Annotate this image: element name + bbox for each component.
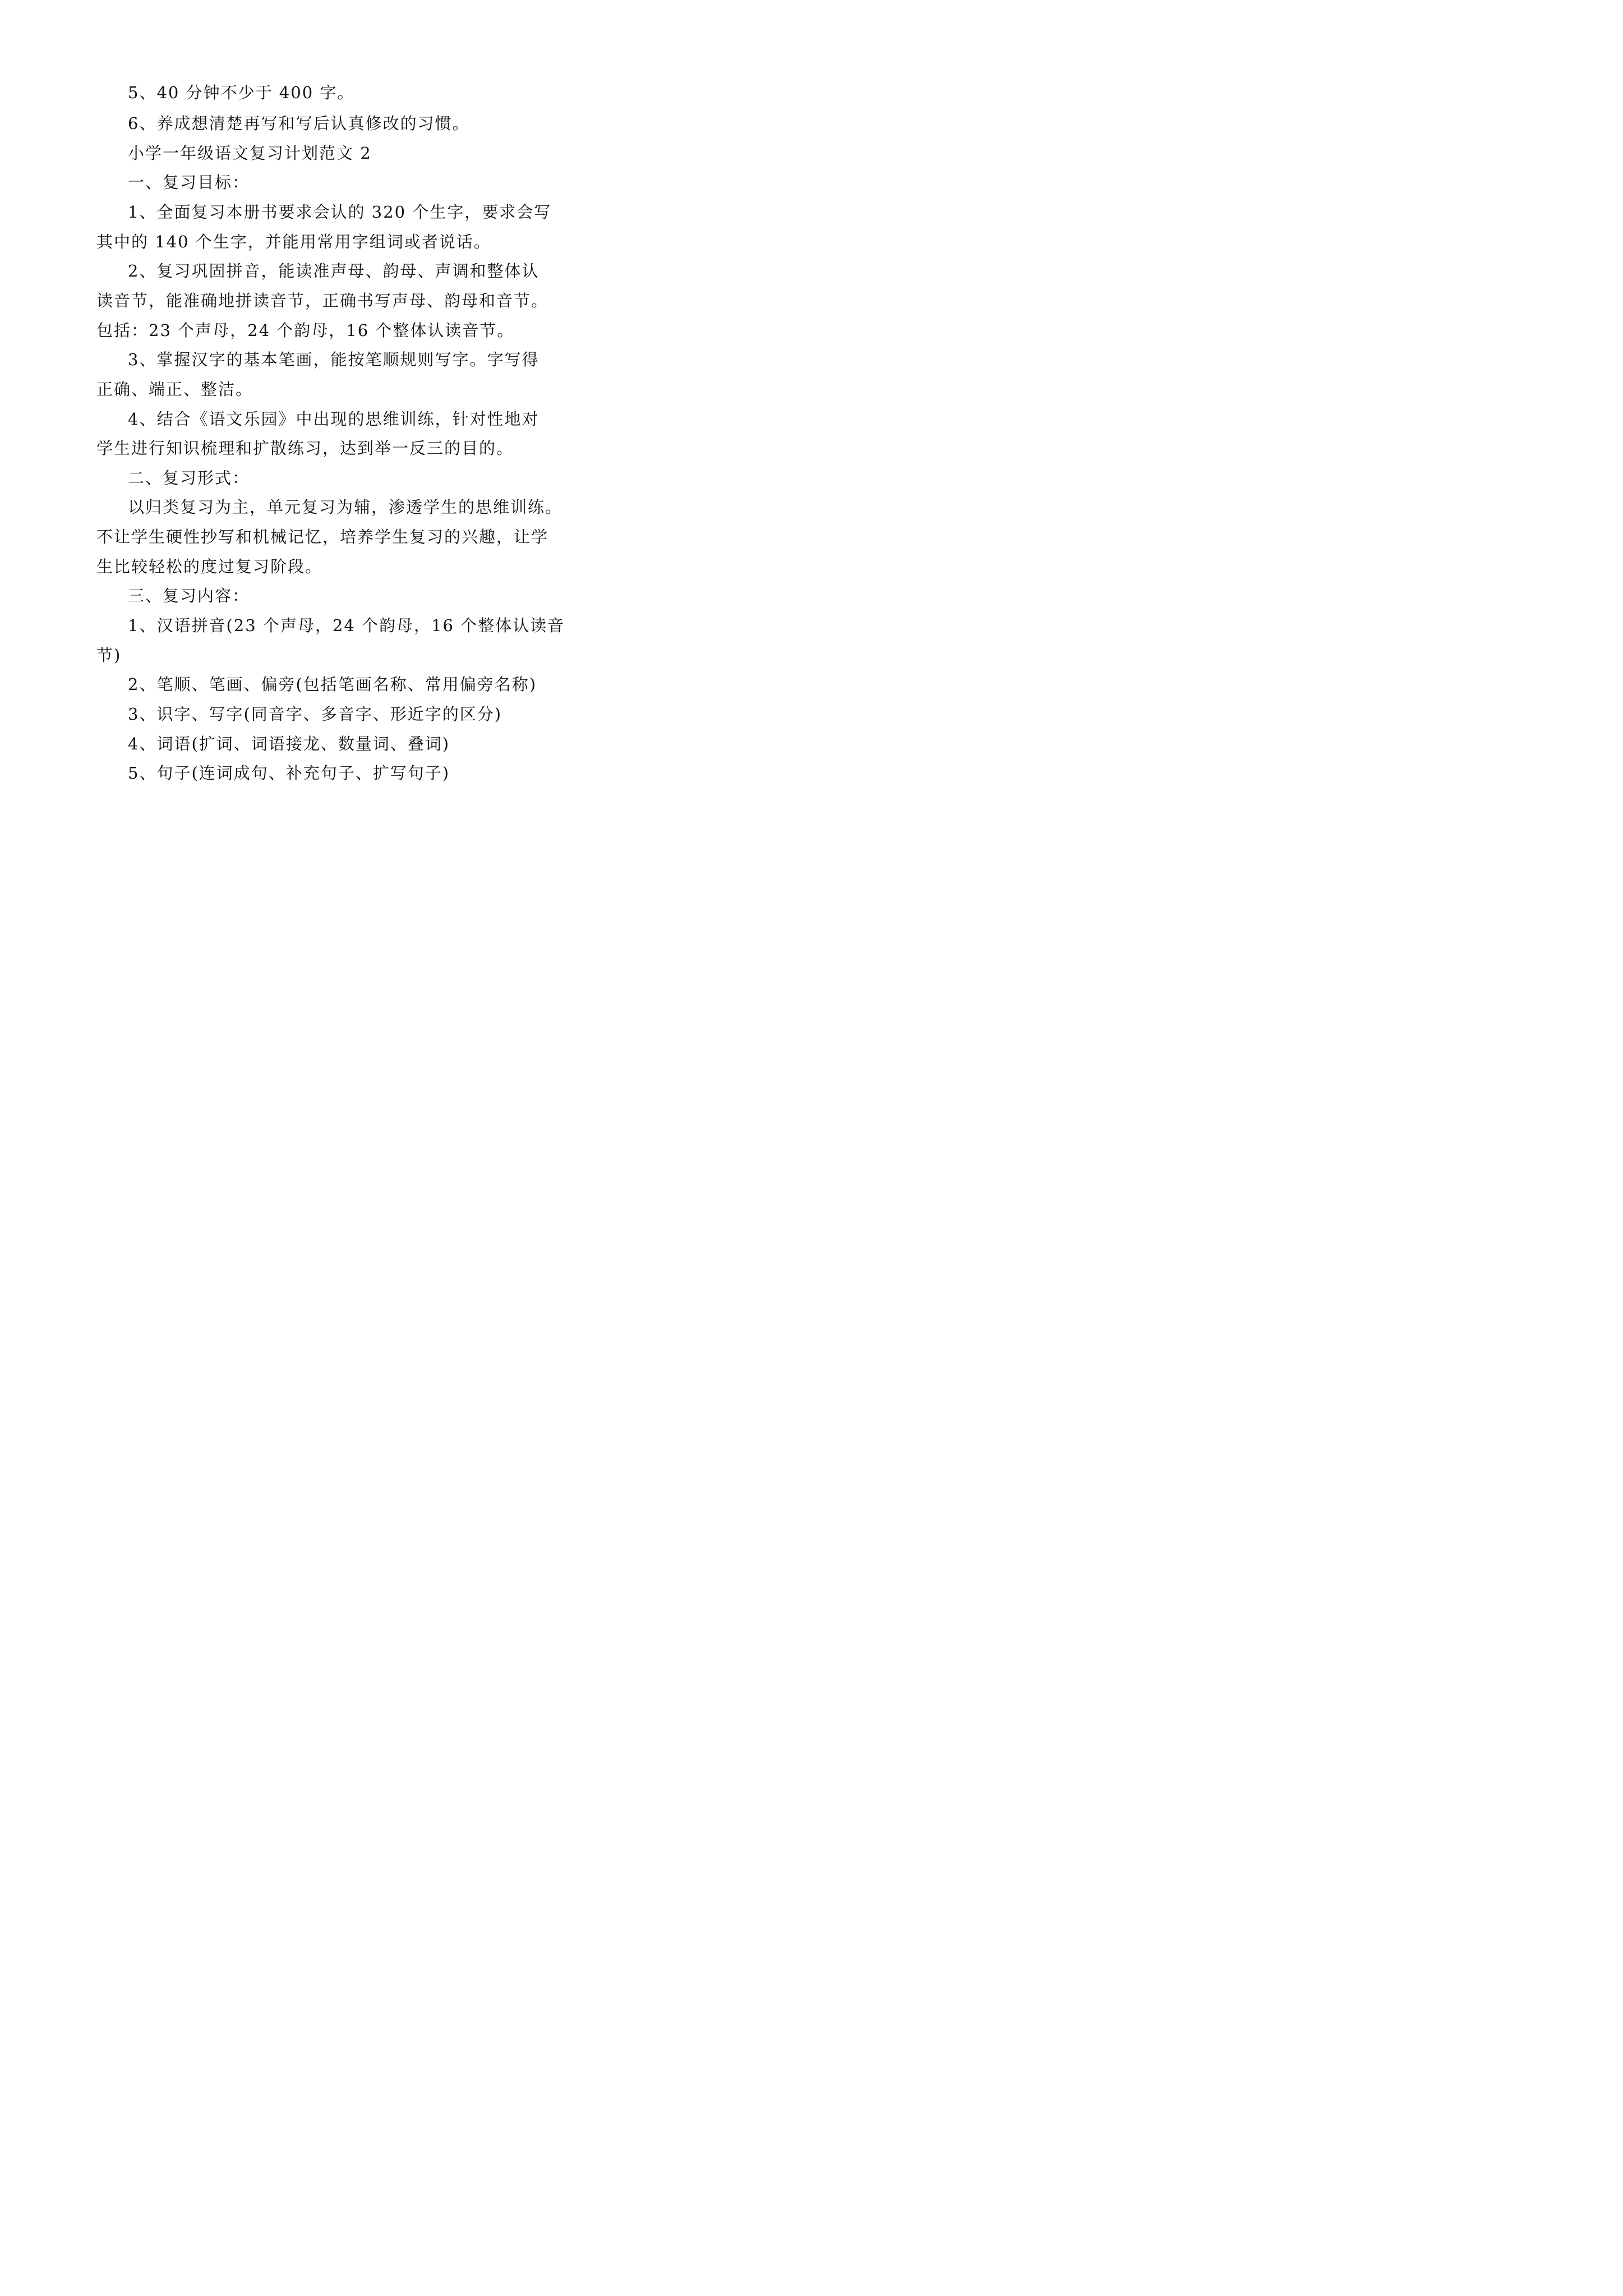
text-line: 正确、端正、整洁。	[96, 380, 253, 399]
text-line: 其中的 140 个生字，并能用常用字组词或者说话。	[96, 232, 491, 251]
text-line: 1、汉语拼音(23 个声母，24 个韵母，16 个整体认读音	[128, 616, 565, 635]
text-line: 2、笔顺、笔画、偏旁(包括笔画名称、常用偏旁名称)	[128, 675, 537, 694]
section-title: 小学一年级语文复习计划范文 2	[128, 144, 372, 163]
text-line: 4、结合《语文乐园》中出现的思维训练，针对性地对	[128, 409, 540, 429]
text-line: 6、养成想清楚再写和写后认真修改的习惯。	[128, 114, 470, 133]
text-line: 以归类复习为主，单元复习为辅，渗透学生的思维训练。	[128, 498, 563, 517]
section-heading: 一、复习目标：	[128, 173, 250, 192]
section-heading: 二、复习形式：	[128, 468, 250, 487]
text-line: 5、句子(连词成句、补充句子、扩写句子)	[128, 763, 450, 783]
text-line: 包括：23 个声母，24 个韵母，16 个整体认读音节。	[96, 321, 515, 340]
text-line: 4、词语(扩词、词语接龙、数量词、叠词)	[128, 734, 450, 753]
text-line: 读音节，能准确地拼读音节，正确书写声母、韵母和音节。	[96, 291, 549, 310]
text-line: 节)	[96, 646, 122, 665]
text-line: 3、识字、写字(同音字、多音字、形近字的区分)	[128, 705, 502, 724]
text-line: 5、40 分钟不少于 400 字。	[128, 83, 355, 102]
text-line: 生比较轻松的度过复习阶段。	[96, 557, 323, 576]
text-line: 学生进行知识梳理和扩散练习，达到举一反三的目的。	[96, 439, 514, 458]
text-line: 不让学生硬性抄写和机械记忆，培养学生复习的兴趣，让学	[96, 527, 549, 546]
document-page	[0, 0, 617, 873]
text-line: 1、全面复习本册书要求会认的 320 个生字，要求会写	[128, 203, 552, 222]
text-line: 2、复习巩固拼音，能读准声母、韵母、声调和整体认	[128, 261, 540, 280]
text-line: 3、掌握汉字的基本笔画，能按笔顺规则写字。字写得	[128, 350, 540, 369]
section-heading: 三、复习内容：	[128, 586, 250, 605]
